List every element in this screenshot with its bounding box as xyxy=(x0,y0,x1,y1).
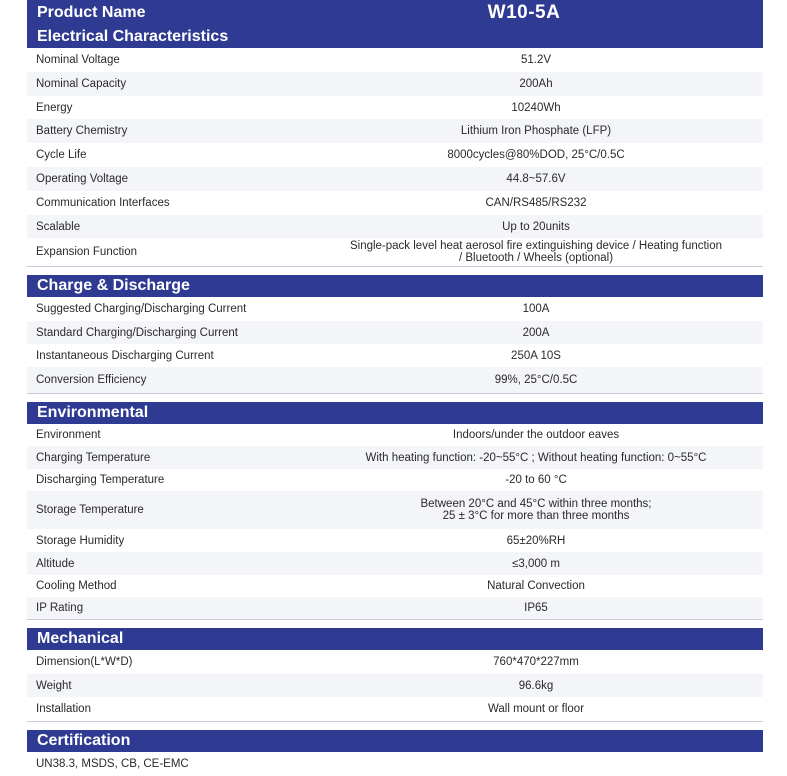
spec-label: Battery Chemistry xyxy=(36,125,128,137)
spec-value: 96.6kg xyxy=(518,679,554,692)
spec-label: Operating Voltage xyxy=(36,173,129,185)
section-title-charge-discharge: Charge & Discharge xyxy=(27,275,763,297)
spec-row xyxy=(27,238,763,266)
spec-label: Expansion Function xyxy=(36,246,138,258)
spec-value: IP65 xyxy=(524,602,548,614)
section-gap xyxy=(27,267,763,275)
spec-row xyxy=(27,446,763,469)
spec-value: Lithium Iron Phosphate (LFP) xyxy=(460,125,612,137)
section-title-environmental: Environmental xyxy=(27,402,763,424)
spec-label: Nominal Capacity xyxy=(36,78,127,90)
spec-label: Cycle Life xyxy=(36,149,87,161)
spec-label: Energy xyxy=(36,101,73,114)
section-gap xyxy=(27,620,763,628)
spec-value: 10240Wh xyxy=(511,101,561,114)
spec-label: Cooling Method xyxy=(36,580,117,592)
spec-row xyxy=(27,72,763,96)
spec-row xyxy=(27,321,763,344)
spec-label: Dimension(L*W*D) xyxy=(36,656,133,668)
spec-value: Natural Convection xyxy=(487,580,585,592)
spec-value: Between 20°C and 45°C within three months; 25 ± 3°C for more than three months xyxy=(420,498,652,522)
spec-value: With heating function: -20~55°C ; Without heating function: 0~55°C xyxy=(365,451,707,464)
spec-row xyxy=(27,119,763,143)
spec-row xyxy=(27,424,763,446)
spec-label: Weight xyxy=(36,679,72,692)
spec-row xyxy=(27,597,763,619)
spec-row xyxy=(27,697,763,721)
spec-row xyxy=(27,367,763,393)
spec-value: 8000cycles@80%DOD, 25°C/0.5C xyxy=(447,149,625,161)
spec-value: Up to 20units xyxy=(502,220,570,233)
spec-label: Instantaneous Discharging Current xyxy=(36,349,214,362)
spec-label: Discharging Temperature xyxy=(36,474,165,486)
certification-list: UN38.3, MSDS, CB, CE-EMC xyxy=(27,752,763,776)
product-header xyxy=(27,0,763,26)
spec-row xyxy=(27,191,763,215)
spec-value: CAN/RS485/RS232 xyxy=(485,197,587,209)
spec-row xyxy=(27,167,763,191)
spec-label: Suggested Charging/Discharging Current xyxy=(36,303,247,315)
spec-label: Scalable xyxy=(36,220,81,233)
spec-row xyxy=(27,552,763,575)
section-title-certification: Certification xyxy=(27,730,763,752)
spec-value: 51.2V xyxy=(520,54,552,66)
spec-label: Conversion Efficiency xyxy=(36,374,147,386)
spec-row xyxy=(27,529,763,552)
spec-row xyxy=(27,491,763,529)
spec-row xyxy=(27,575,763,597)
spec-value: 760*470*227mm xyxy=(493,656,579,668)
spec-row xyxy=(27,650,763,674)
spec-label: Storage Humidity xyxy=(36,534,125,547)
spec-row xyxy=(27,469,763,491)
section-gap xyxy=(27,722,763,730)
spec-label: IP Rating xyxy=(36,602,84,614)
spec-value: 99%, 25°C/0.5C xyxy=(494,374,578,386)
section-electrical xyxy=(27,48,763,267)
spec-value: ≤3,000 m xyxy=(512,557,560,570)
section-title-electrical: Electrical Characteristics xyxy=(27,26,763,48)
spec-sheet xyxy=(27,0,763,776)
spec-label: Environment xyxy=(36,429,101,441)
spec-value: 200A xyxy=(522,326,550,339)
spec-value: 44.8~57.6V xyxy=(506,173,566,185)
spec-value: Single-pack level heat aerosol fire extinguishing device / Heating function / Bluetooth / Wheels (optional) xyxy=(349,240,723,264)
spec-label: Communication Interfaces xyxy=(36,197,170,209)
spec-value: 100A xyxy=(522,303,550,315)
spec-row xyxy=(27,215,763,238)
section-gap xyxy=(27,394,763,402)
spec-value: 200Ah xyxy=(519,78,553,90)
spec-label: Charging Temperature xyxy=(36,451,151,464)
spec-value: Indoors/under the outdoor eaves xyxy=(452,429,620,441)
spec-value: 250A 10S xyxy=(511,349,561,362)
spec-row xyxy=(27,344,763,367)
spec-row xyxy=(27,674,763,697)
spec-value: Wall mount or floor xyxy=(487,703,585,715)
spec-label: Nominal Voltage xyxy=(36,54,120,66)
spec-label: Storage Temperature xyxy=(36,504,144,516)
spec-row xyxy=(27,48,763,72)
spec-row xyxy=(27,143,763,167)
spec-value: 65±20%RH xyxy=(506,534,566,547)
section-mechanical xyxy=(27,650,763,722)
spec-value: -20 to 60 °C xyxy=(505,474,567,486)
section-charge-discharge xyxy=(27,297,763,394)
spec-label: Standard Charging/Discharging Current xyxy=(36,326,238,339)
section-title-mechanical: Mechanical xyxy=(27,628,763,650)
spec-label: Altitude xyxy=(36,557,75,570)
section-environmental xyxy=(27,424,763,620)
spec-row xyxy=(27,96,763,119)
spec-label: Installation xyxy=(36,703,91,715)
product-model: W10-5A xyxy=(487,2,561,23)
product-name-label: Product Name xyxy=(37,4,146,21)
spec-row xyxy=(27,297,763,321)
